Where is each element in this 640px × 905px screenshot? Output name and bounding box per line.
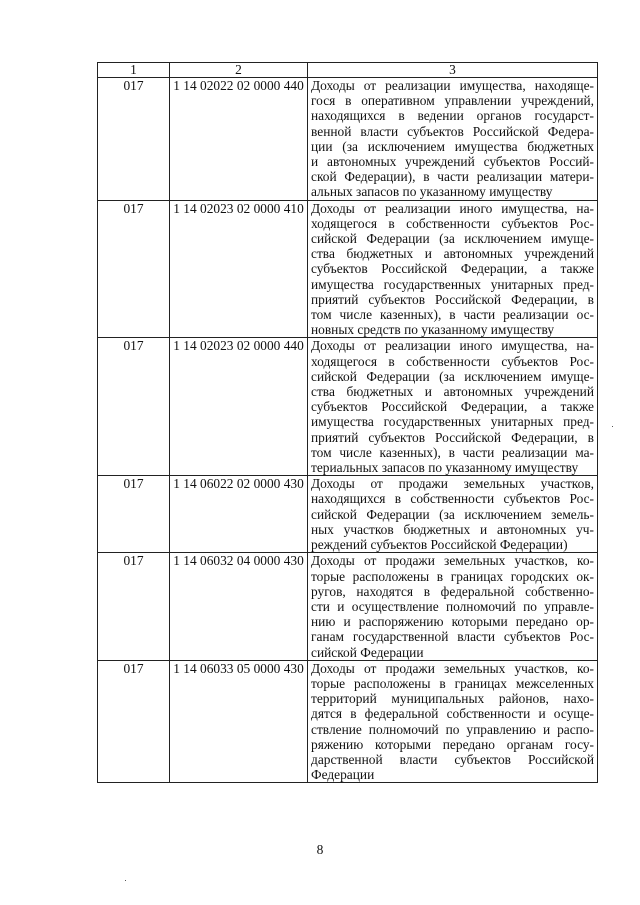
revenue-description-cell [308,553,598,660]
description-line: новных средств по указанному имуществу [311,322,555,338]
table-row [98,338,598,476]
description-line: Доходы от продажи земельных участков, ко- [311,553,594,569]
description-line: ской Федерации), в части реализации матери- [311,169,594,185]
admin-code-cell: 017 [98,338,170,476]
header-col-3: 3 [308,63,598,78]
description-line: находящихся в ведении органов государст- [311,108,594,124]
description-line: сти и осуществление полномочий по управле- [311,598,594,614]
description-line: имущества государственных унитарных пред- [311,276,594,292]
description-line: ствление полномочий по управлению и распо- [311,721,594,737]
budget-code-cell: 1 14 06032 04 0000 430 [170,553,308,660]
table-header-row [98,63,598,78]
description-line: гося в оперативном управлении учреждений, [311,93,594,109]
revenue-codes-table [97,62,598,783]
description-line: Доходы от реализации иного имущества, на- [311,200,594,216]
description-line: териальных запасов по указанному имуществу [311,460,579,476]
description-line: и автономных учреждений субъектов Россий- [311,154,594,170]
description-line: нию и распоряжению которыми передано ор- [311,614,594,630]
description-line: том числе казенных), в части реализации ос- [311,307,594,323]
table-body [98,63,598,783]
description-line: реждений субъектов Российской Федерации) [311,537,568,553]
page-number: 8 [316,842,324,857]
description-line: Доходы от продажи земельных участков, [311,476,594,492]
budget-code-cell: 1 14 02023 02 0000 410 [170,200,308,338]
description-line: сийской Федерации (за исключением имуще- [311,368,594,384]
description-line: торые расположены в границах городских ок- [311,568,594,584]
header-col-1: 1 [98,63,170,78]
description-line: приятий субъектов Российской Федерации, в [311,429,594,445]
table-row [98,660,598,783]
table-row [98,553,598,660]
scan-speck [125,880,126,881]
budget-code-cell: 1 14 06022 02 0000 430 [170,476,308,553]
description-line: торые расположены в границах межселенных [311,675,594,691]
description-line: находящихся в собственности субъектов Рос- [311,491,594,507]
description-line: ства бюджетных и автономных учреждений [311,246,594,262]
description-line: приятий субъектов Российской Федерации, в [311,291,594,307]
revenue-description-cell [308,660,598,783]
description-line: субъектов Российской Федерации, а также [311,399,594,415]
admin-code-cell: 017 [98,660,170,783]
table-row [98,476,598,553]
description-line: ряжению которыми передано органам госу- [311,736,594,752]
revenue-description-cell [308,338,598,476]
description-line: Доходы от реализации имущества, находяще- [311,78,594,93]
description-line: ругов, находятся в федеральной собственно- [311,583,594,599]
budget-code-cell: 1 14 06033 05 0000 430 [170,660,308,783]
description-line: дятся в федеральной собственности и осуще- [311,706,594,722]
description-line: ганам государственной власти субъектов Рос- [311,629,594,645]
description-line: венной власти субъектов Российской Федера- [311,123,594,139]
header-col-2: 2 [170,63,308,78]
budget-code-cell: 1 14 02022 02 0000 440 [170,78,308,201]
budget-code-cell: 1 14 02023 02 0000 440 [170,338,308,476]
description-line: том числе казенных), в части реализации ма- [311,444,594,460]
admin-code-cell: 017 [98,553,170,660]
description-line: Доходы от продажи земельных участков, ко- [311,660,594,676]
description-line: ходящегося в собственности субъектов Рос- [311,353,594,369]
description-line: Доходы от реализации иного имущества, на- [311,338,594,354]
description-line: ства бюджетных и автономных учреждений [311,384,594,400]
description-line: территорий муниципальных районов, нахо- [311,691,594,707]
description-line: альных запасов по указанному имуществу [311,184,553,200]
admin-code-cell: 017 [98,200,170,338]
description-line: дарственной власти субъектов Российской [311,751,594,767]
revenue-description-cell [308,476,598,553]
description-line: сийской Федерации (за исключением земель- [311,506,594,522]
description-line: имущества государственных унитарных пред- [311,414,594,430]
table-row [98,78,598,201]
description-line: ции (за исключением имущества бюджетных [311,138,594,154]
table-row [98,200,598,338]
revenue-description-cell [308,78,598,201]
admin-code-cell: 017 [98,78,170,201]
description-line: ходящегося в собственности субъектов Рос- [311,215,594,231]
description-line: сийской Федерации (за исключением имуще- [311,231,594,247]
description-line: субъектов Российской Федерации, а также [311,261,594,277]
description-line: Федерации [311,767,375,783]
revenue-description-cell [308,200,598,338]
admin-code-cell: 017 [98,476,170,553]
scan-speck [612,426,613,427]
description-line: ных участков бюджетных и автономных уч- [311,521,594,537]
description-line: сийской Федерации [311,644,424,660]
